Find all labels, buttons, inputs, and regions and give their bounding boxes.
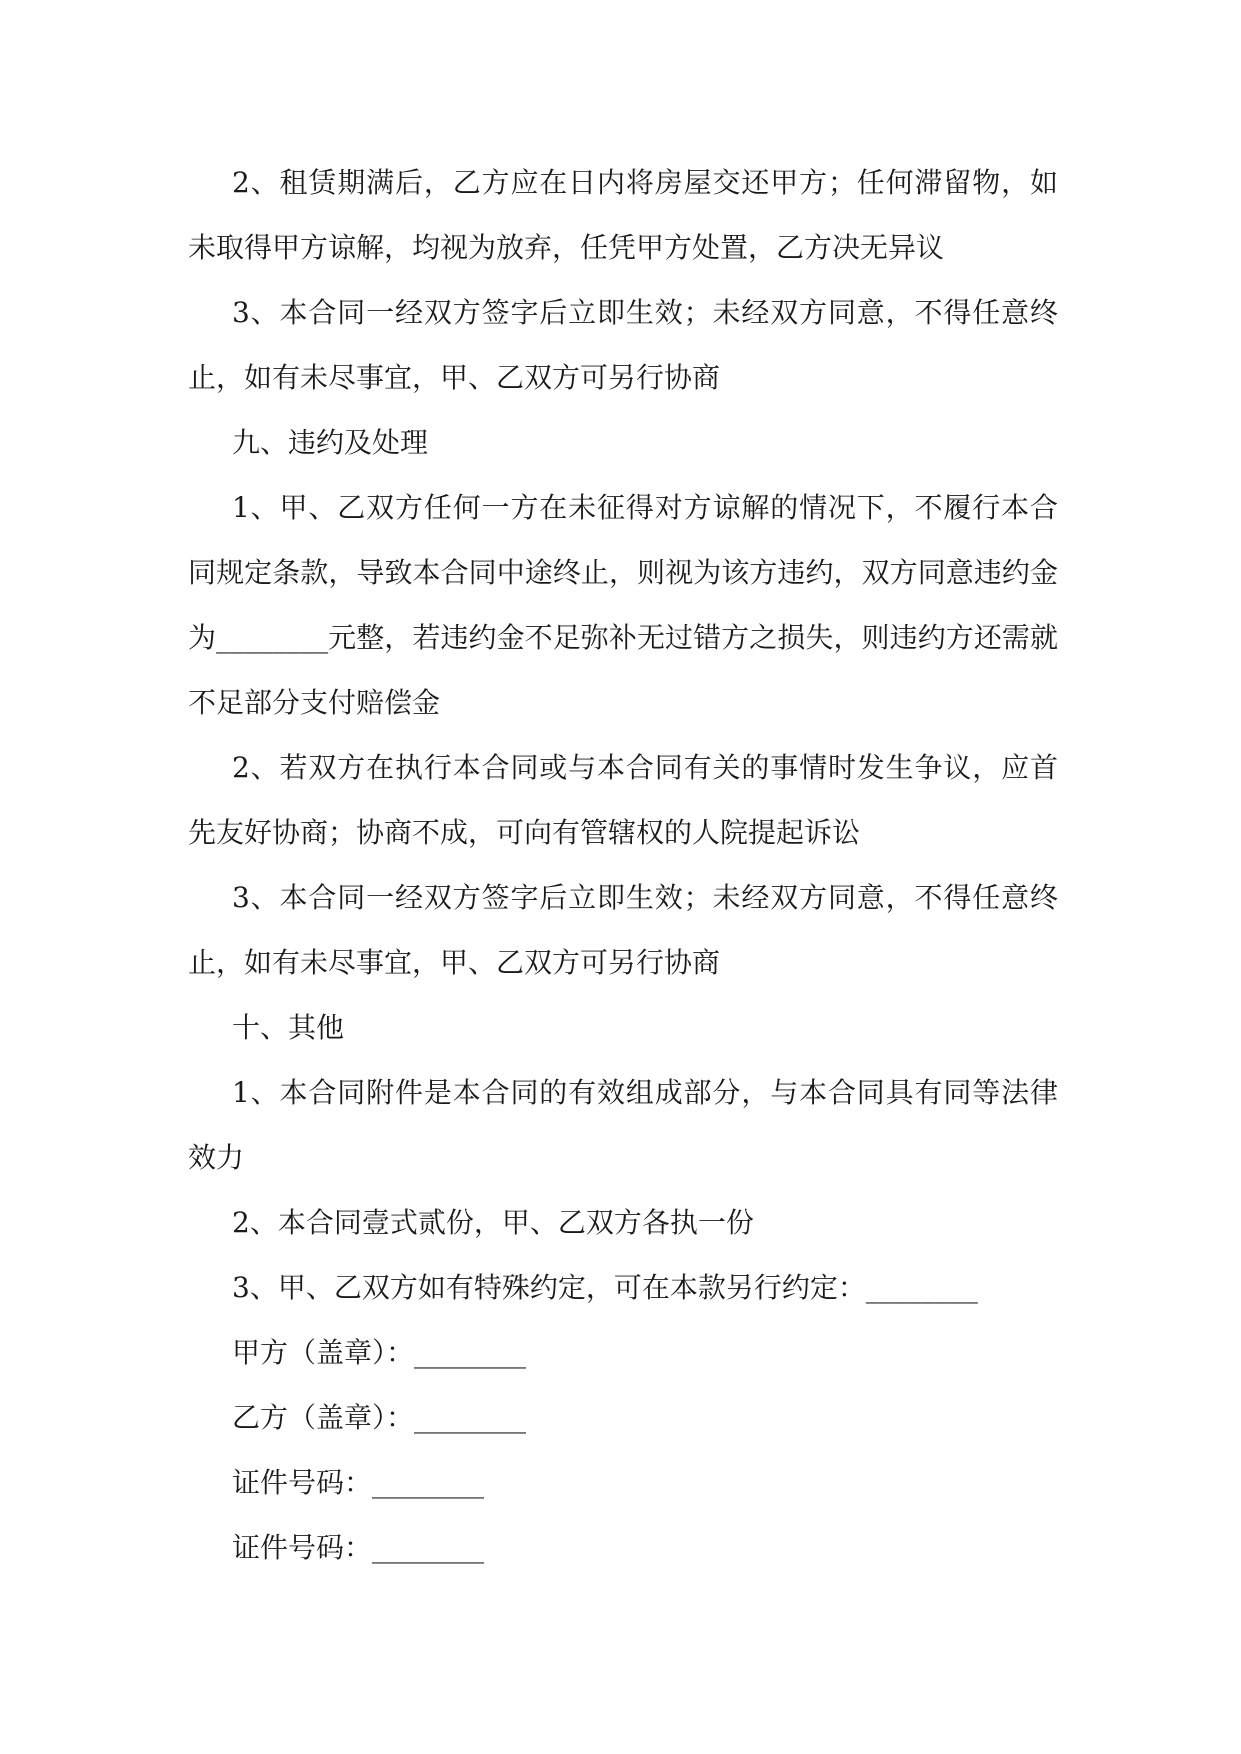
- clause-8-2: 2、租赁期满后，乙方应在日内将房屋交还甲方；任何滞留物，如未取得甲方谅解，均视为放弃，任凭甲方处置，乙方决无异议: [188, 166, 1058, 264]
- clause-9-2: 2、若双方在执行本合同或与本合同有关的事情时发生争议，应首先友好协商；协商不成，可向有管辖权的人院提起诉讼: [188, 751, 1058, 849]
- clause-9-3: 3、本合同一经双方签字后立即生效；未经双方同意，不得任意终止，如有未尽事宜，甲、乙双方可另行协商: [188, 881, 1058, 979]
- id-number-line-b: 证件号码：________: [232, 1531, 485, 1564]
- clause-10-1: 1、本合同附件是本合同的有效组成部分，与本合同具有同等法律效力: [188, 1076, 1058, 1174]
- party-b-seal-line: 乙方（盖章）：________: [232, 1401, 527, 1434]
- section-heading-10: 十、其他: [232, 1011, 345, 1044]
- section-heading-9: 九、违约及处理: [232, 426, 429, 459]
- clause-9-1: 1、甲、乙双方任何一方在未征得对方谅解的情况下，不履行本合同规定条款，导致本合同中途终止，则视为该方违约，双方同意违约金为________元整，若违约金不足弥补无过错方之损失，则违约方还需就不足部分支付赔偿金: [188, 491, 1058, 719]
- party-a-seal-line: 甲方（盖章）：________: [232, 1336, 527, 1369]
- id-number-line-a: 证件号码：________: [232, 1466, 485, 1499]
- clause-10-2: 2、本合同壹式贰份，甲、乙双方各执一份: [232, 1206, 754, 1239]
- clause-8-3: 3、本合同一经双方签字后立即生效；未经双方同意，不得任意终止，如有未尽事宜，甲、乙双方可另行协商: [188, 296, 1058, 394]
- document-page: [188, 150, 1058, 1580]
- clause-10-3: 3、甲、乙双方如有特殊约定，可在本款另行约定：________: [232, 1271, 978, 1304]
